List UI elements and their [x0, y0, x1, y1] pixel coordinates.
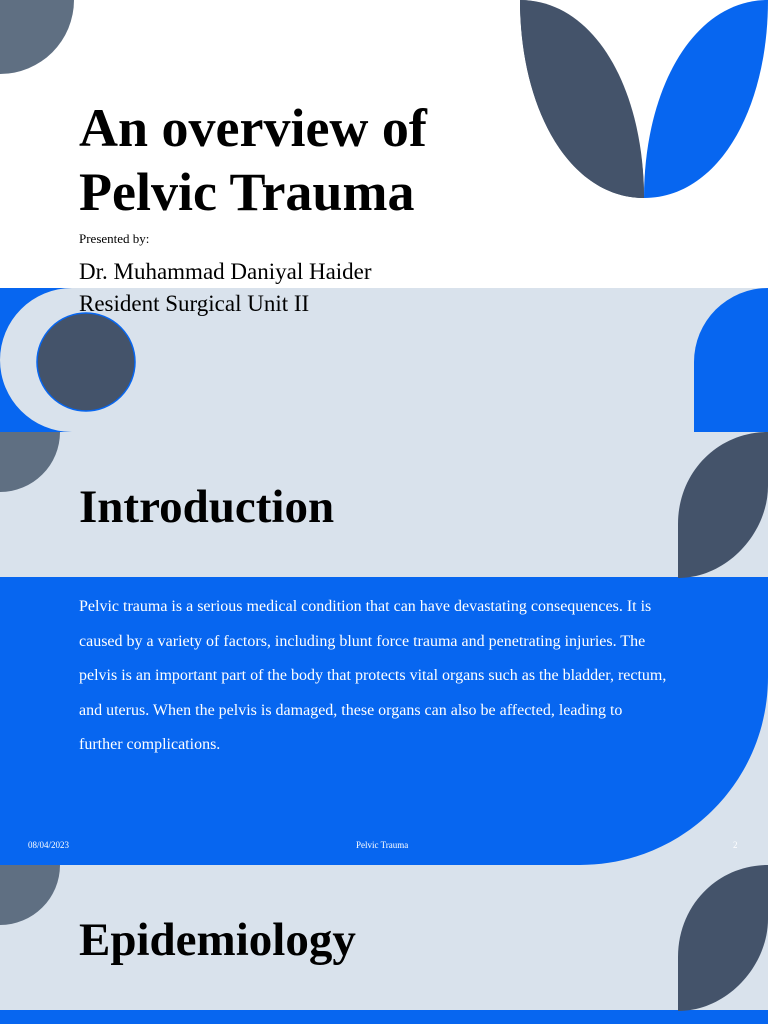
navy-leaf-shape [678, 432, 768, 578]
leaf-shapes [520, 0, 768, 200]
slide-title: An overview of Pelvic Trauma [79, 98, 427, 222]
corner-quarter-circle-shape [0, 0, 74, 74]
corner-quarter-circle-shape [0, 865, 60, 925]
navy-leaf-shape [678, 865, 768, 1011]
body-paragraph: Pelvic trauma is a serious medical condition that can have devastating consequences. It is caused by a variety of factors, including blunt force trauma and penetrating injuries. The pelvis is an important part of the body that protects vital organs such as the bladder, rectum, and uterus. When the pelvis is damaged, these organs can also be affected, leading to further complications. [79, 598, 667, 753]
footer-title: Pelvic Trauma [356, 840, 409, 850]
navy-circle-shape [36, 312, 136, 412]
presenter-name: Dr. Muhammad Daniyal Haider [79, 259, 372, 284]
presenter-role: Resident Surgical Unit II [79, 291, 310, 316]
presented-by-label: Presented by: [79, 231, 150, 246]
slide-heading: Introduction [79, 481, 335, 533]
blue-arch-shape [694, 288, 768, 432]
epidemiology-slide [0, 865, 768, 1024]
footer-date: 08/04/2023 [28, 840, 70, 850]
presenter-block [79, 256, 372, 320]
introduction-slide [0, 432, 768, 865]
blue-content-panel [0, 1010, 768, 1024]
slide-heading: Epidemiology [79, 914, 356, 966]
title-slide [0, 0, 768, 432]
footer-page-number: 2 [733, 840, 738, 850]
corner-quarter-circle-shape [0, 432, 60, 492]
